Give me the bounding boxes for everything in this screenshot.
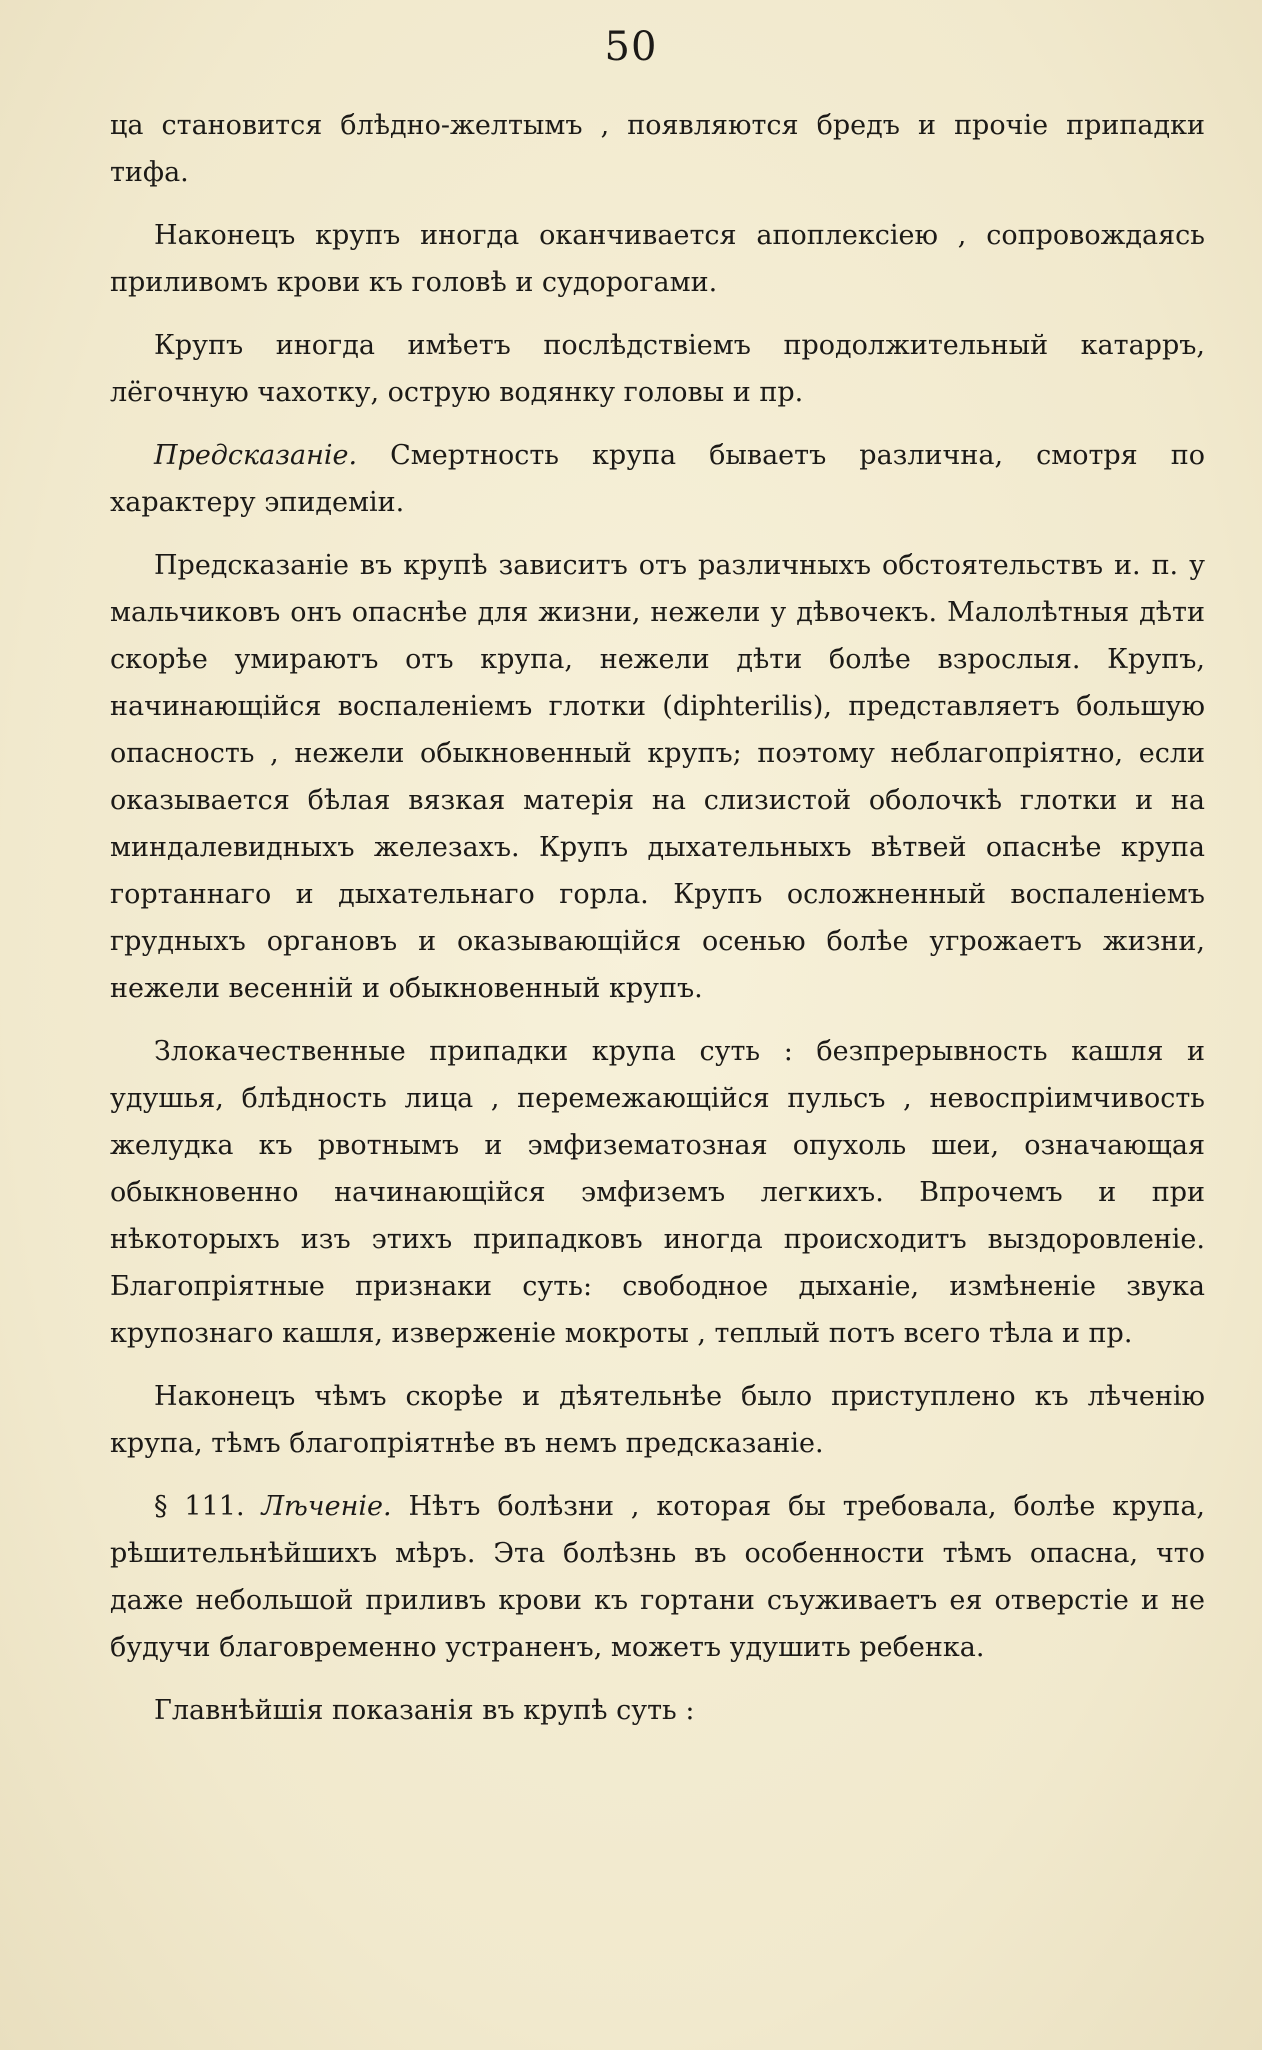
paragraph-text: Нѣтъ болѣзни , которая бы требовала, болѣе крупа, рѣшительнѣйшихъ мѣръ. Эта болѣзнь въ особенности тѣмъ опасна, что даже небольшой приливъ крови къ гортани съуживаетъ ея отверстіе и не будучи благовременно устраненъ, можетъ удушить ребенка. <box>110 1491 1205 1663</box>
paragraph-text: Злокачественные припадки крупа суть : безпрерывность кашля и удушья, блѣдность лица , перемежающійся пульсъ , невоспріимчивость желудка къ рвотнымъ и эмфизематозная опухоль шеи, означающая обыкновенно начинающійся эмфиземъ легкихъ. Впрочемъ и при нѣкоторыхъ изъ этихъ припадковъ иногда происходитъ выздоровленіе. Благопріятные признаки суть: свободное дыханіе, измѣненіе звука крупознаго кашля, изверженіе мокроты , теплый потъ всего тѣла и пр. <box>110 1036 1205 1349</box>
paragraph-text: Наконецъ чѣмъ скорѣе и дѣятельнѣе было приступлено къ лѣченію крупа, тѣмъ благопріятнѣе въ немъ предсказаніе. <box>110 1381 1205 1459</box>
paragraph-2 <box>110 212 1205 306</box>
paragraph-text: Наконецъ крупъ иногда оканчивается апоплексіею , сопровождаясь приливомъ крови къ головѣ и судорогами. <box>110 220 1205 298</box>
paragraph-text: Предсказаніе въ крупѣ зависитъ отъ различныхъ обстоятельствъ и. п. у мальчиковъ онъ опаснѣе для жизни, нежели у дѣвочекъ. Малолѣтныя дѣти скорѣе умираютъ отъ крупа, нежели дѣти болѣе взрослыя. Крупъ, начинающійся воспаленіемъ глотки (diphterilis), представляетъ большую опасность , нежели обыкновенный крупъ; поэтому неблагопріятно, если оказывается бѣлая вязкая матерія на слизистой оболочкѣ глотки и на миндалевидныхъ железахъ. Крупъ дыхательныхъ вѣтвей опаснѣе крупа гортаннаго и дыхательнаго горла. Крупъ осложненный воспаленіемъ грудныхъ органовъ и оказывающійся осенью болѣе угрожаетъ жизни, нежели весенній и обыкновенный крупъ. <box>110 550 1205 1004</box>
treatment-heading: Лѣченіе. <box>244 1491 392 1522</box>
paragraph-6 <box>110 1028 1205 1357</box>
prognosis-heading: Предсказаніе. <box>154 440 358 471</box>
paragraph-3 <box>110 322 1205 416</box>
paragraph-text: Главнѣйшія показанія въ крупѣ суть : <box>154 1695 695 1726</box>
page-text <box>110 102 1205 1750</box>
paragraph-text: ца становится блѣдно-желтымъ , появляются бредъ и прочіе припадки тифа. <box>110 110 1205 188</box>
paragraph-9 <box>110 1687 1205 1734</box>
paragraph-1 <box>110 102 1205 196</box>
paragraph-5 <box>110 542 1205 1012</box>
paragraph-8 <box>110 1483 1205 1671</box>
paragraph-text: Смертность крупа бываетъ различна, смотря по характеру эпидеміи. <box>110 440 1205 518</box>
page-number: 50 <box>604 24 658 70</box>
section-number: § 111. <box>154 1491 245 1522</box>
paragraph-text: Крупъ иногда имѣетъ послѣдствіемъ продолжительный катарръ, лёгочную чахотку, острую водянку головы и пр. <box>110 330 1205 408</box>
paragraph-7 <box>110 1373 1205 1467</box>
paragraph-4 <box>110 432 1205 526</box>
